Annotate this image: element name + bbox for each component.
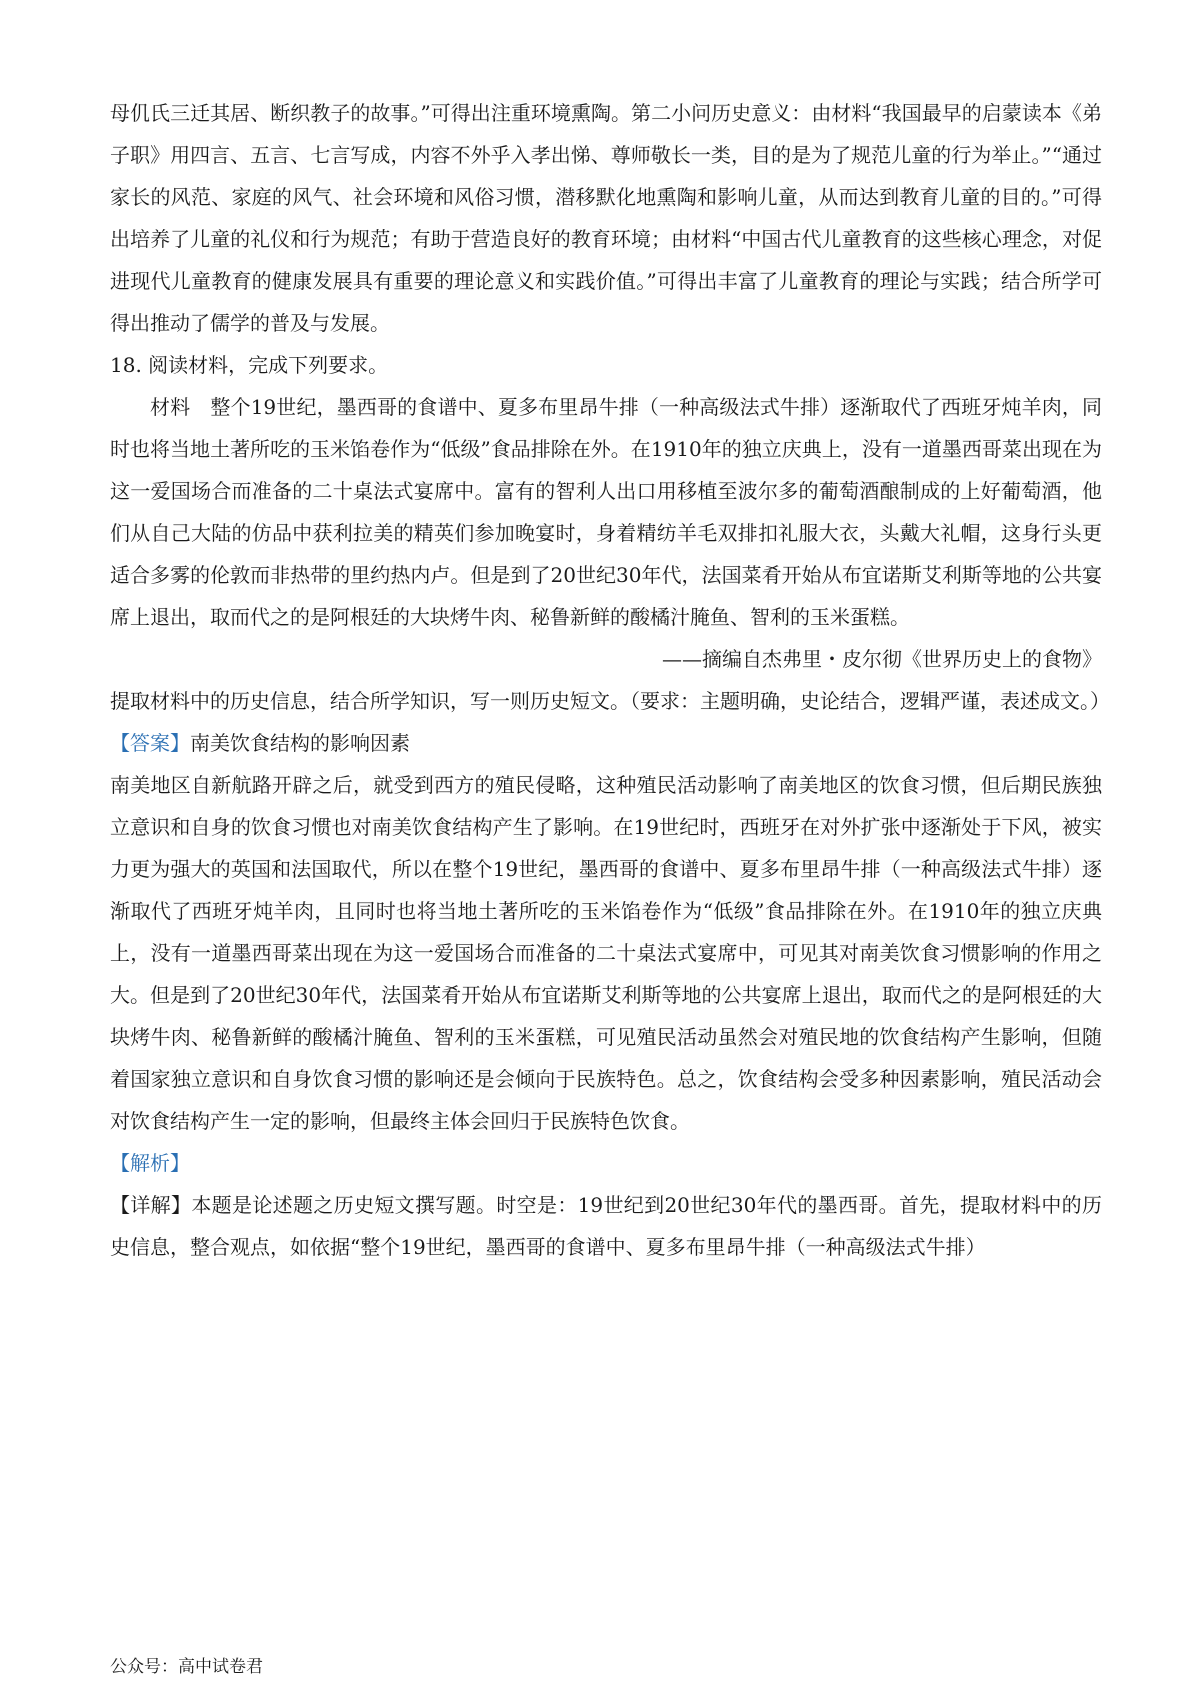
answer-heading bbox=[110, 722, 1102, 764]
document-page bbox=[110, 92, 1110, 1268]
answer-tag: 【答案】 bbox=[110, 731, 190, 755]
detail-tag: 【详解】 bbox=[110, 1193, 192, 1217]
answer-body: 南美地区自新航路开辟之后，就受到西方的殖民侵略，这种殖民活动影响了南美地区的饮食习惯，但后期民族独立意识和自身的饮食习惯也对南美饮食结构产生了影响。在19世纪时，西班牙在对外扩张中逐渐处于下风，被实力更为强大的英国和法国取代，所以在整个19世纪，墨西哥的食谱中、夏多布里昂牛排（一种高级法式牛排）逐渐取代了西班牙炖羊肉，且同时也将当地土著所吃的玉米馅卷作为“低级”食品排除在外。在1910年的独立庆典上，没有一道墨西哥菜出现在为这一爱国场合而准备的二十桌法式宴席中，可见其对南美饮食习惯影响的作用之大。但是到了20世纪30年代，法国菜肴开始从布宜诺斯艾利斯等地的公共宴席上退出，取而代之的是阿根廷的大块烤牛肉、秘鲁新鲜的酸橘汁腌鱼、智利的玉米蛋糕，可见殖民活动虽然会对殖民地的饮食结构产生影响，但随着国家独立意识和自身饮食习惯的影响还是会倾向于民族特色。总之，饮食结构会受多种因素影响，殖民活动会对饮食结构产生一定的影响，但最终主体会回归于民族特色饮食。 bbox=[110, 773, 1102, 1133]
material-source: ——摘编自杰弗里・皮尔彻《世界历史上的食物》 bbox=[662, 647, 1102, 671]
question-stem: 18. 阅读材料，完成下列要求。 bbox=[110, 353, 389, 377]
question-material: 材料 整个19世纪，墨西哥的食谱中、夏多布里昂牛排（一种高级法式牛排）逐渐取代了西班牙炖羊肉，同时也将当地土著所吃的玉米馅卷作为“低级”食品排除在外。在1910年的独立庆典上，没有一道墨西哥菜出现在为这一爱国场合而准备的二十桌法式宴席中。富有的智利人出口用移植至波尔多的葡萄酒酿制成的上好葡萄酒，他们从自己大陆的仿品中获利拉美的精英们参加晚宴时，身着精纺羊毛双排扣礼服大衣，头戴大礼帽，这身行头更适合多雾的伦敦而非热带的里约热内卢。但是到了20世纪30年代，法国菜肴开始从布宜诺斯艾利斯等地的公共宴席上退出，取而代之的是阿根廷的大块烤牛肉、秘鲁新鲜的酸橘汁腌鱼、智利的玉米蛋糕。 bbox=[110, 395, 1102, 629]
footer-note: 公众号：高中试卷君 bbox=[110, 1657, 263, 1677]
analysis-heading bbox=[110, 1142, 1102, 1184]
answer-title: 南美饮食结构的影响因素 bbox=[190, 731, 410, 755]
detail-paragraph bbox=[110, 1184, 1102, 1268]
previous-answer-continuation: 母仉氏三迁其居、断织教子的故事。”可得出注重环境熏陶。第二小问历史意义：由材料“我国最早的启蒙读本《弟子职》用四言、五言、七言写成，内容不外乎入孝出悌、尊师敬长一类，目的是为了规范儿童的行为举止。”“通过家长的风范、家庭的风气、社会环境和风俗习惯，潜移默化地熏陶和影响儿童，从而达到教育儿童的目的。”可得出培养了儿童的礼仪和行为规范；有助于营造良好的教育环境；由材料“中国古代儿童教育的这些核心理念，对促进现代儿童教育的健康发展具有重要的理论意义和实践价值。”可得出丰富了儿童教育的理论与实践；结合所学可得出推动了儒学的普及与发展。 bbox=[110, 101, 1102, 335]
detail-body: 本题是论述题之历史短文撰写题。时空是：19世纪到20世纪30年代的墨西哥。首先，提取材料中的历史信息，整合观点，如依据“整个19世纪，墨西哥的食谱中、夏多布里昂牛排（一种高级法式牛排） bbox=[110, 1193, 1103, 1259]
analysis-tag: 【解析】 bbox=[110, 1151, 190, 1175]
question-requirement: 提取材料中的历史信息，结合所学知识，写一则历史短文。（要求：主题明确，史论结合，逻辑严谨，表述成文。） bbox=[110, 689, 1110, 713]
